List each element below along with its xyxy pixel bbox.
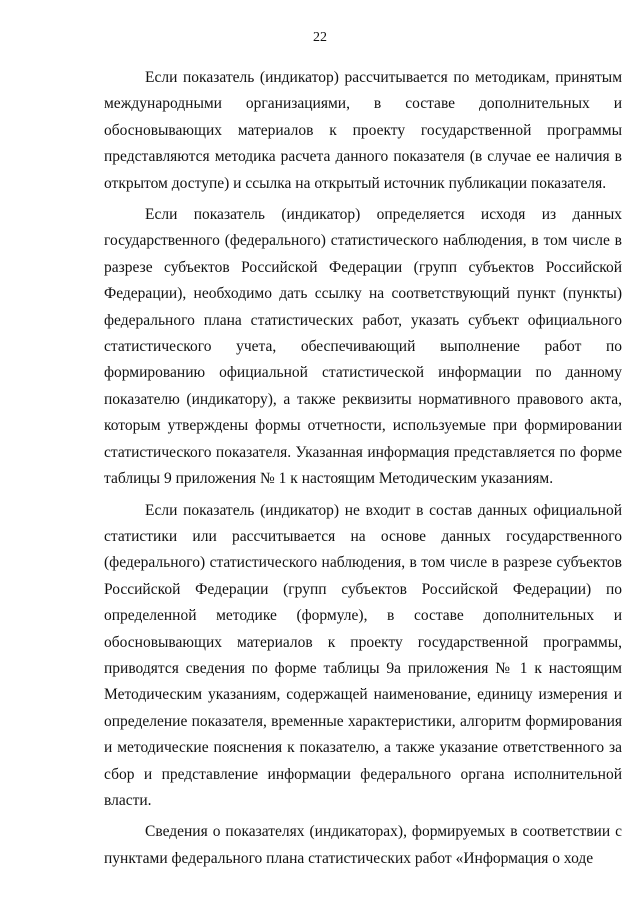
paragraph: Если показатель (индикатор) определяется исходя из данных государственного (федерального) статистического наблюдения, в том числе в разрезе субъектов Российской Федерации (групп субъектов Российской Федерации), необходимо дать ссылку на соответствующий пункт (пункты) федерального плана статистических работ, указать субъект официального статистического учета, обеспечивающий выполнение работ по формированию официальной статистической информации по данному показателю (индикатору), а также реквизиты нормативного правового акта, которым утверждены формы отчетности, используемые при формировании статистического показателя. Указанная информация представляется по форме таблицы 9 приложения № 1 к настоящим Методическим указаниям.: [104, 206, 622, 488]
paragraph: Сведения о показателях (индикаторах), формируемых в соответствии с пунктами федерального плана статистических работ «Информация о ходе: [104, 823, 622, 867]
body-text: [104, 65, 622, 877]
paragraph: Если показатель (индикатор) рассчитывается по методикам, принятым международными организациями, в составе дополнительных и обосновывающих материалов к проекту государственной программы представляются методика расчета данного показателя (в случае ее наличия в открытом доступе) и ссылка на открытый источник публикации показателя.: [104, 69, 622, 192]
paragraph: Если показатель (индикатор) не входит в состав данных официальной статистики или рассчитывается на основе данных государственного (федерального) статистического наблюдения, в том числе в разрезе субъектов Российской Федерации (групп субъектов Российской Федерации) по определенной методике (формуле), в составе дополнительных и обосновывающих материалов к проекту государственной программы, приводятся сведения по форме таблицы 9а приложения № 1 к настоящим Методическим указаниям, содержащей наименование, единицу измерения и определение показателя, временные характеристики, алгоритм формирования и методические пояснения к показателю, а также указание ответственного за сбор и представление информации федерального органа исполнительной власти.: [104, 501, 622, 809]
page-number: 22: [313, 30, 327, 45]
